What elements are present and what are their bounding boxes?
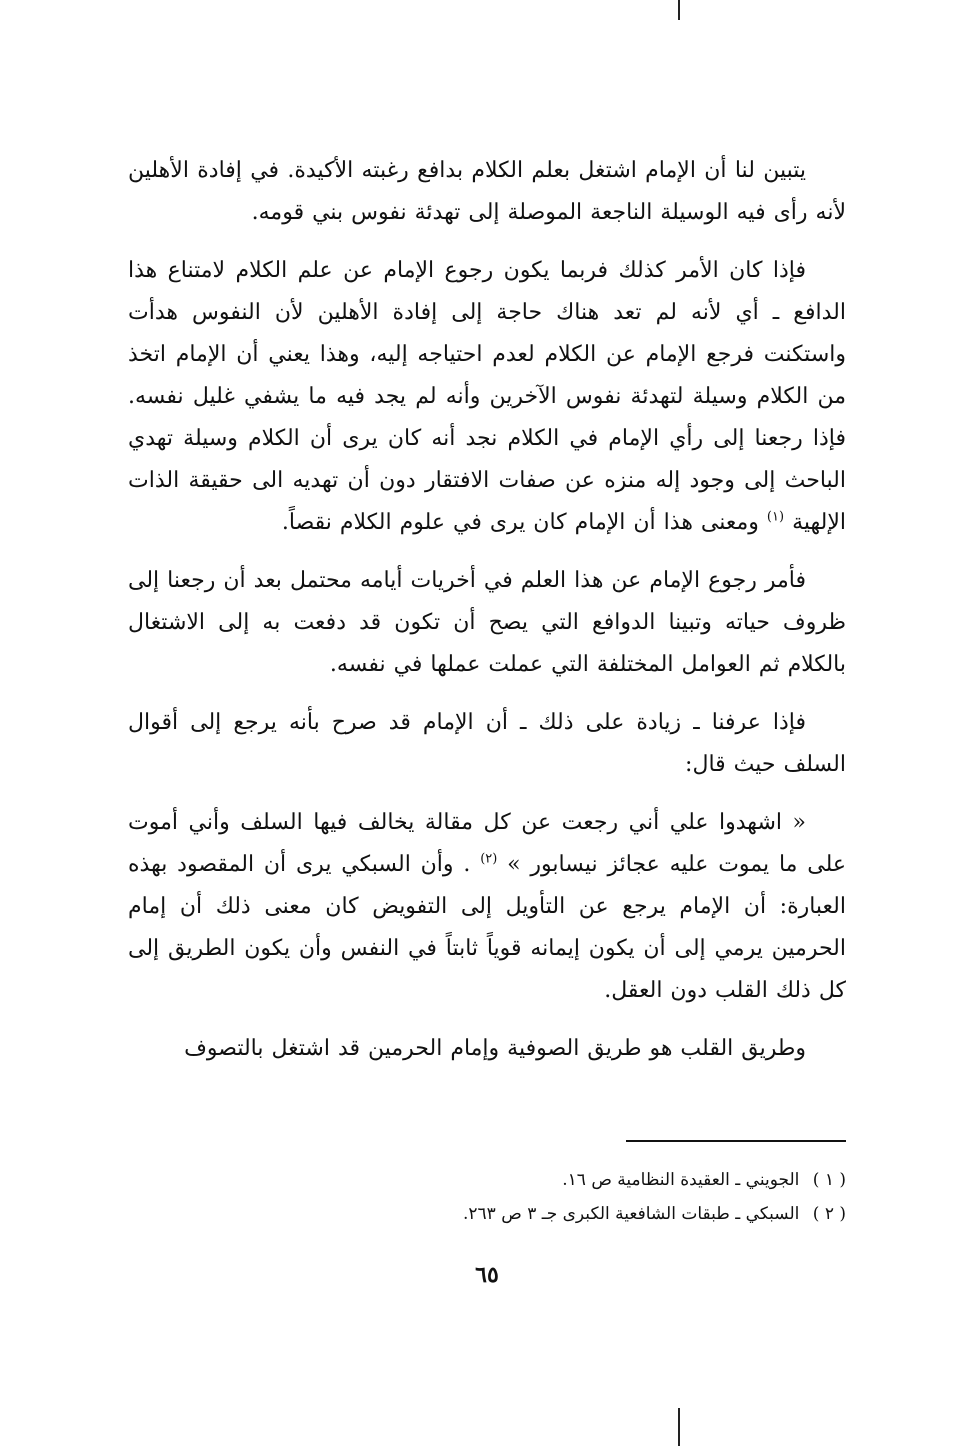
paragraph-5 — [128, 802, 846, 1012]
footnote-divider — [626, 1140, 846, 1142]
paragraph-2-tail: ومعنى هذا أن الإمام كان يرى في علوم الكلام نقصاً. — [281, 510, 759, 535]
footnote-2-text: السبكي ـ طبقات الشافعية الكبرى جـ ٣ ص ٢٦٣. — [463, 1204, 800, 1224]
paragraph-2-text: فإذا كان الأمر كذلك فربما يكون رجوع الإمام عن علم الكلام لامتناع هذا الدافع ـ أي لأنه لم تعد هناك حاجة إلى إفادة الأهلين لأن النفوس هدأت واستكنت فرجع الإمام عن الكلام لعدم احتياجه إليه، وهذا يعني أن الإمام اتخذ من الكلام وسيلة لتهدئة نفوس الآخرين وأنه لم يجد فيه ما يشفي غليل نفسه. فإذا رجعنا إلى رأي الإمام في الكلام نجد أنه كان يرى أن الكلام وسيلة تهدي الباحث إلى وجود إله منزه عن صفات الافتقار دون أن تهديه الى حقيقة الذات الإلهية — [128, 258, 846, 535]
body-text — [128, 150, 846, 1086]
paragraph-4-text: فإذا عرفنا ـ زيادة على ذلك ـ أن الإمام قد صرح بأنه يرجع إلى أقوال السلف حيث قال: — [128, 710, 846, 777]
bottom-crop-mark — [678, 1408, 680, 1446]
footnote-2 — [128, 1197, 846, 1231]
paragraph-6 — [128, 1028, 846, 1070]
paragraph-6-text: وطريق القلب هو طريق الصوفية وإمام الحرمين قد اشتغل بالتصوف — [184, 1036, 806, 1061]
paragraph-3 — [128, 560, 846, 686]
footnote-1-number: ( ١ ) — [812, 1170, 846, 1190]
footnote-ref-2: (٢) — [480, 851, 498, 867]
paragraph-5-quote: « اشهدوا علي أني رجعت عن كل مقالة يخالف فيها السلف وأني أموت على ما يموت عليه عجائز نيسابور » — [128, 810, 847, 877]
paragraph-2 — [128, 250, 846, 544]
footnote-2-number: ( ٢ ) — [812, 1204, 846, 1224]
footnote-1 — [128, 1163, 846, 1197]
paragraph-3-text: فأمر رجوع الإمام عن هذا العلم في أخريات أيامه محتمل بعد أن رجعنا إلى ظروف حياته وتبينا الدوافع التي يصح أن تكون قد دفعت به إلى الاشتغال بالكلام ثم العوامل المختلفة التي عملت عملها في نفسه. — [128, 568, 846, 677]
paragraph-1-text: يتبين لنا أن الإمام اشتغل بعلم الكلام بدافع رغبته الأكيدة. في إفادة الأهلين لأنه رأى فيه الوسيلة الناجعة الموصلة إلى تهدئة نفوس بني قومه. — [128, 158, 846, 225]
paragraph-4 — [128, 702, 846, 786]
paragraph-1 — [128, 150, 846, 234]
footnotes — [128, 1163, 846, 1231]
top-crop-mark — [678, 0, 680, 20]
footnote-ref-1: (١) — [766, 509, 785, 525]
footnote-1-text: الجويني ـ العقيدة النظامية ص ١٦. — [562, 1170, 800, 1190]
paragraph-5-tail: . وأن السبكي يرى أن المقصود بهذه العبارة: أن الإمام يرجع عن التأويل إلى التفويض كان معنى ذلك أن إمام الحرمين يرمي إلى أن يكون إيمانه قوياً ثابتاً في النفس وأن يكون الطريق إلى كل ذلك القلب دون العقل. — [128, 852, 846, 1003]
page-number: ٦٥ — [475, 1262, 499, 1288]
